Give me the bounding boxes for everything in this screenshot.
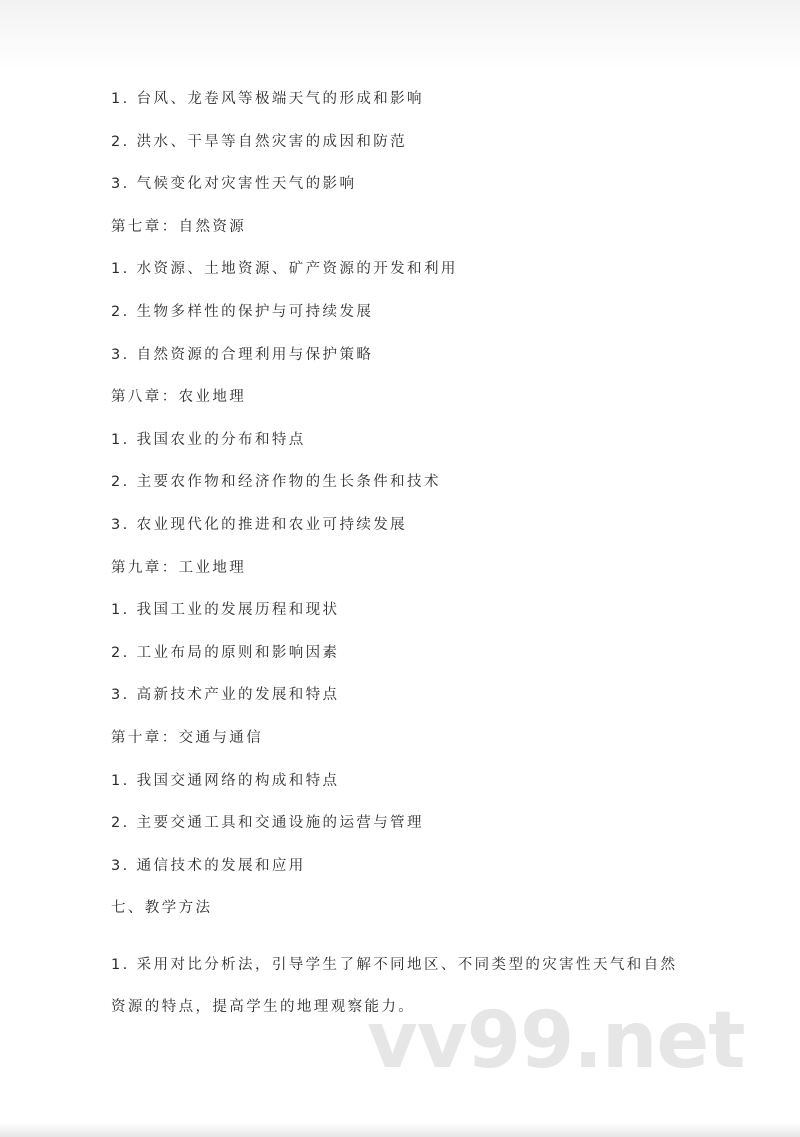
page-top-shadow: [0, 0, 800, 70]
page-bottom-edge: [0, 1123, 800, 1137]
list-item: 3. 通信技术的发展和应用: [111, 857, 306, 874]
document-body: [111, 85, 711, 1029]
body-paragraph: 1. 采用对比分析法，引导学生了解不同地区、不同类型的灾害性天气和自然资源的特点，提高学生的地理观察能力。: [111, 956, 678, 1016]
list-item: 1. 我国交通网络的构成和特点: [111, 772, 340, 789]
list-item: 2. 主要农作物和经济作物的生长条件和技术: [111, 474, 441, 491]
list-item: 2. 洪水、干旱等自然灾害的成因和防范: [111, 133, 408, 150]
list-item: 3. 高新技术产业的发展和特点: [111, 687, 340, 704]
chapter-heading: 第十章：交通与通信: [111, 729, 264, 746]
section-heading: 七、教学方法: [111, 900, 213, 917]
list-item: 2. 生物多样性的保护与可持续发展: [111, 303, 374, 320]
list-item: 1. 我国工业的发展历程和现状: [111, 602, 340, 619]
chapter-heading: 第七章：自然资源: [111, 218, 247, 235]
list-item: 2. 工业布局的原则和影响因素: [111, 644, 340, 661]
list-item: 1. 我国农业的分布和特点: [111, 431, 306, 448]
list-item: 3. 自然资源的合理利用与保护策略: [111, 346, 374, 363]
list-item: 3. 气候变化对灾害性天气的影响: [111, 176, 357, 193]
watermark: vv99.net: [367, 996, 745, 1086]
list-item: 3. 农业现代化的推进和农业可持续发展: [111, 516, 408, 533]
chapter-heading: 第八章：农业地理: [111, 389, 247, 406]
chapter-heading: 第九章：工业地理: [111, 559, 247, 576]
list-item: 1. 水资源、土地资源、矿产资源的开发和利用: [111, 261, 458, 278]
list-item: 2. 主要交通工具和交通设施的运营与管理: [111, 815, 424, 832]
list-item: 1. 台风、龙卷风等极端天气的形成和影响: [111, 91, 424, 107]
